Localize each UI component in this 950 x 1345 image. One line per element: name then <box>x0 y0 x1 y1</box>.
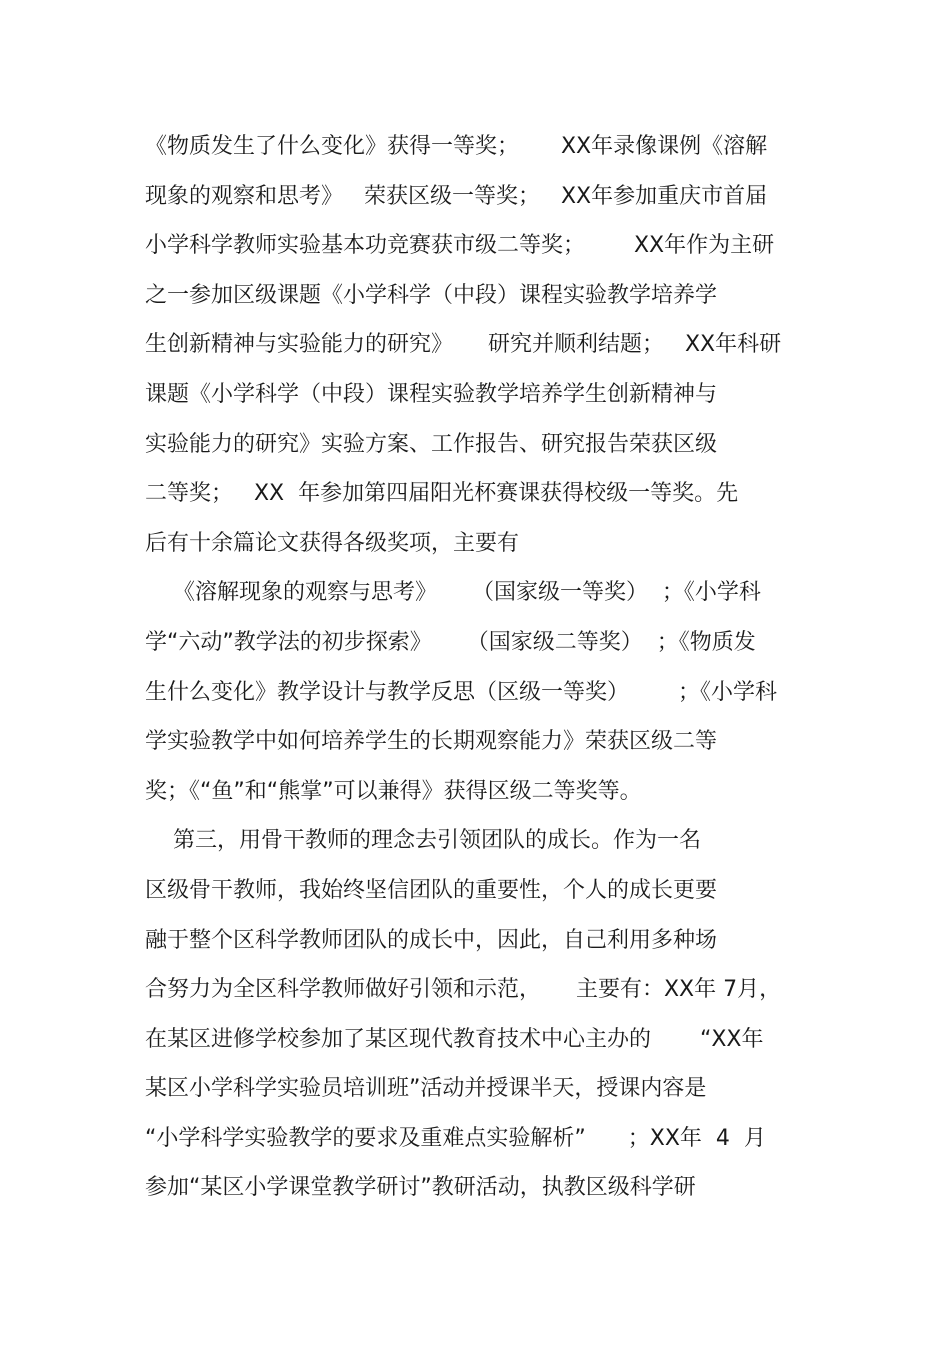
body-text <box>145 122 825 1213</box>
text-line: 在某区进修学校参加了某区现代教育技术中心主办的 “XX年 <box>145 1026 764 1052</box>
text-line: 第三，用骨干教师的理念去引领团队的成长。作为一名 <box>145 828 701 854</box>
text-line: “小学科学实验教学的要求及重难点实验解析” ；XX年 4 月 <box>145 1125 766 1151</box>
text-line: 参加“某区小学课堂教学研讨”教研活动，执教区级科学研 <box>145 1175 696 1201</box>
text-line: 合努力为全区科学教师做好引领和示范， 主要有：XX年 7月， <box>145 977 782 1003</box>
text-line: 融于整个区科学教师团队的成长中，因此，自己利用多种场 <box>145 927 718 953</box>
text-line: 后有十余篇论文获得各级奖项，主要有 <box>145 530 520 556</box>
text-line: 二等奖； XX 年参加第四届阳光杯赛课获得校级一等奖。先 <box>145 481 739 507</box>
text-line: 生创新精神与实验能力的研究》 研究并顺利结题； XX年科研 <box>145 332 782 358</box>
text-line: 学实验教学中如何培养学生的长期观察能力》荣获区级二等 <box>145 729 718 755</box>
text-line: 区级骨干教师，我始终坚信团队的重要性，个人的成长更要 <box>145 877 718 903</box>
text-line: 之一参加区级课题《小学科学（中段）课程实验教学培养学 <box>145 282 718 308</box>
text-line: 某区小学科学实验员培训班”活动并授课半天，授课内容是 <box>145 1076 707 1102</box>
text-line: 《物质发生了什么变化》获得一等奖； XX年录像课例《溶解 <box>145 134 768 159</box>
text-line: 奖；《“鱼”和“熊掌”可以兼得》获得区级二等奖等。 <box>145 778 642 804</box>
text-line: 现象的观察和思考》 荣获区级一等奖； XX年参加重庆市首届 <box>145 183 768 209</box>
text-line: 课题《小学科学（中段）课程实验教学培养学生创新精神与 <box>145 381 718 407</box>
text-line: 《溶解现象的观察与思考》 （国家级一等奖） ；《小学科 <box>145 580 761 606</box>
text-line: 实验能力的研究》实验方案、工作报告、研究报告荣获区级 <box>145 431 718 457</box>
text-line: 生什么变化》教学设计与教学反思（区级一等奖） ；《小学科 <box>145 679 777 705</box>
text-line: 小学科学教师实验基本功竞赛获市级二等奖； XX年作为主研 <box>145 233 775 259</box>
text-line: 学“六动”教学法的初步探索》 （国家级二等奖） ；《物质发 <box>145 629 756 655</box>
